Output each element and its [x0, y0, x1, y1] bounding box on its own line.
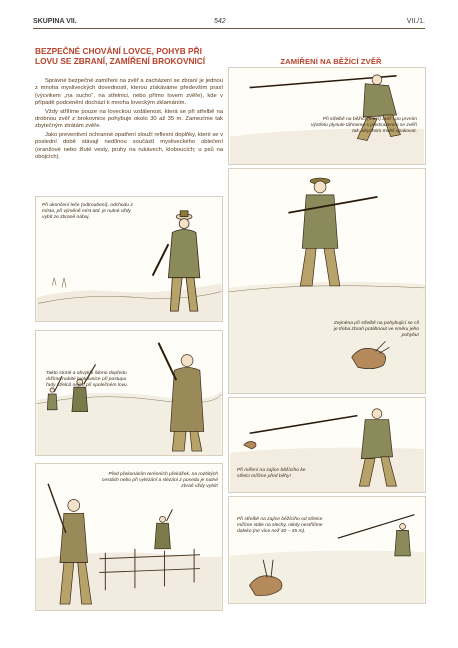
illustration-crouching-shooter — [228, 67, 426, 165]
body-paragraph-3: Jako preventivní ochranné opatření slouží reflexní doplňky, které se v poslední době stávají nedílnou součástí mysliveckého oblečení (oranžové nebo žluté vesty, pruhy na rukávech, kloboucích; u psů na obojcích). — [35, 131, 223, 161]
illustration-hare-towards — [228, 397, 426, 493]
header-chapter-label: VII./1. — [406, 18, 425, 25]
header-rule — [33, 28, 425, 29]
caption-hare-away: Při střelbě na zajíce běžícího od střelce míříme stále na slechy, nikdy nestřílíme daleko (ne více než 30 – 35 m). — [237, 517, 323, 534]
header-section-label: SKUPINA VII. — [33, 18, 77, 25]
left-section-body — [35, 78, 223, 162]
hare-away-drawing — [229, 497, 425, 603]
caption-follow-through: Při střelbě na běžící (letící) zvěř i po prvním výstřelu plynule táhneme s předsazením se zvěří tak, abychom mohli opakovat. — [310, 117, 417, 134]
caption-obstacle: Před překonáním terénních překážek, na rozbitých cestách nebo při vylézání a slézání z posedu je nutné zbraň vždy vybít! — [101, 472, 218, 489]
right-section-title: ZAMÍŘENÍ NA BĚŽÍCÍ ZVĚŘ — [280, 57, 382, 66]
body-paragraph-1: Správné bezpečné zamíření na zvěř a zacházení se zbraní je jednou z mnoha mysliveckých dovedností, kterou získáváme především praxí (výcvikem „na sucho“, na střelnici, nebo přímo lovem zvěře), kde v případě podcenění dochází k mnoha loveckým zklamáním. — [35, 78, 223, 107]
left-section-title: BEZPEČNÉ CHOVÁNÍ LOVCE, POHYB PŘI LOVU SE ZBRANÍ, ZAMÍŘENÍ BROKOVNICÍ — [35, 46, 206, 66]
illustration-unload-hunter — [35, 196, 223, 322]
body-paragraph-2: Vždy střílíme pouze na loveckou vzdálenost, která se při střelbě na drobnou zvěř z brokovnice pohybuje okolo 30 až 35 m. Zamezíme tak zbytečným ztrátám zvěře. — [35, 108, 223, 130]
caption-unload-weapon: Při ukončení leče (odtroubení), odchodu z místa, při výměně míst atd. je nutné vždy vybít ze zbraně náboj. — [42, 203, 133, 220]
standing-shooter-hare-drawing — [229, 169, 425, 393]
caption-lead-target: Zejména při střelbě na pohybující se cíl je třeba zbraň potáhnout ve směru jeho pohybu! — [333, 321, 419, 338]
caption-hare-towards: Při míření na zajíce běžícího ke střelci míříme před běhy! — [237, 468, 306, 479]
illustration-obstacle — [35, 463, 223, 611]
hunters-line-drawing — [36, 331, 222, 455]
illustration-hare-away — [228, 496, 426, 604]
crouching-shooter-drawing — [229, 68, 425, 164]
header-page-number: 542 — [214, 18, 226, 25]
illustration-standing-shooter-hare — [228, 168, 426, 394]
illustration-hunters-line — [35, 330, 223, 456]
caption-carry-angle: Takto strmě a obvykle šikmo dopředu držíme nabité brokovnice při postupu řady střelců nejen při společném lovu. — [46, 371, 129, 388]
